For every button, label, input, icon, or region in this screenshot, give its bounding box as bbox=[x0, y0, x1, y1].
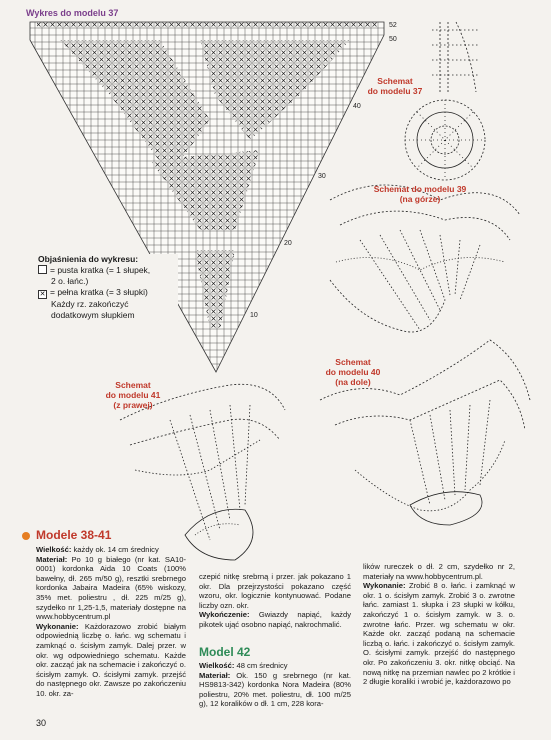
scheme-37-drawing bbox=[405, 22, 485, 180]
title-models-38-41: Modele 38-41 bbox=[36, 528, 112, 542]
column-1: Wielkość: każdy ok. 14 cm średnicy Materiał: Po 10 g białego (nr kat. SA10-0001) kordonka Aida 10 Coats (100% bawełny, dł. 265 m/50 g), resztki srebrnego kordonka Jabaira Madeira (65% wiskozy, 35% met. poliestru , dł. 225 m/25 g), szydełko nr 1,25-1,5, materiały dostępne na www.hobbycentrum.pl Wykonanie: Każdorazowo zrobić białym odpowiednią liczbę o. łańc. wg schematu i zamknąć o. ścisłym zamyk. Dalej przer. w okr. wg odpowiedniego schematu. Każde okr. zacząć jak na schemacie i zakończyć o. ścisłym zamyk. O. ścisłymi zamyk. przejść do następnego okr. Zawsze po zakończeniu 10. okr. za- bbox=[36, 545, 186, 698]
title-model-42: Model 42 bbox=[199, 645, 251, 659]
scheme-37-caption: Schemat do modelu 37 bbox=[367, 76, 423, 96]
row-label-50: 50 bbox=[389, 36, 397, 43]
full-cell-icon: ✕ bbox=[39, 291, 46, 298]
scheme-41-caption: Schemat do modelu 41 (z prawej) bbox=[105, 380, 161, 410]
column-2: czepić nitkę srebrną i przer. jak pokazano 1 okr. Dla przejrzystości pokazano część wzoru, okr. logicznie kontynuować. Podane liczby ozn. okr. Wykończenie: Gwiazdy napiąć, każdy pikotek ująć osobno napiąć, nakrochmalić. bbox=[199, 572, 351, 629]
chart-title: Wykres do modelu 37 bbox=[26, 8, 119, 18]
scheme-40-caption: Schemat do modelu 40 (na dole) bbox=[325, 357, 381, 387]
column-2-model-42: Wielkość: 48 cm średnicy Materiał: Ok. 150 g srebrnego (nr kat. HS9813-342) kordonka Nora Madeira (80% poliestru, 20% met. poliestru, dł. 100 m/25 g), 12 koralików o dł. 1 cm, 228 kora- bbox=[199, 661, 351, 709]
row-label-52: 52 bbox=[389, 22, 397, 29]
row-label-30: 30 bbox=[318, 173, 326, 180]
legend-note-1: Każdy rz. zakończyć bbox=[51, 299, 129, 309]
legend-empty-2: 2 o. łańc.) bbox=[51, 276, 89, 286]
legend-empty: = pusta kratka (= 1 słupek, bbox=[50, 265, 151, 275]
legend-title: Objaśnienia do wykresu: bbox=[38, 254, 139, 264]
row-label-10: 10 bbox=[250, 312, 258, 319]
scheme-39-caption: Schemat do modelu 39 (na górze) bbox=[373, 184, 467, 204]
legend-note-2: dodatkowym słupkiem bbox=[51, 310, 135, 320]
bullet-icon bbox=[22, 532, 30, 540]
column-3: lików rureczek o dł. 2 cm, szydełko nr 2, materiały na www.hobbycentrum.pl. Wykonanie: Zrobić 8 o. łańc. i zamknąć w okr. 1 o. ścisłym zamyk. Zrobić 3 o. zwrotne łańc. zamiast 1. słupka i 23 słupki w kółku, zakończyć 1 o. ścisłym zamyk. w 3. o. zwrotne łańc. Przer. wg schematu w okr. Każde okr. zacząć podaną na schemacie liczbą o. łańc. i zakończyć o. ścisłym zamyk. O. ścisłymi zamyk. przejść do następnego okr. Po zakończeniu 3. okr. nitkę obciąć. Na nową nitkę na przemian nawlec po 2 krótkie i 2 długie koraliki i wrobić je, każdorazowo po bbox=[363, 562, 515, 687]
page-number: 30 bbox=[36, 718, 47, 728]
scheme-39-drawing bbox=[330, 185, 520, 332]
scheme-41-drawing bbox=[120, 384, 285, 560]
legend-full: = pełna kratka (= 3 słupki) bbox=[50, 287, 148, 297]
row-label-40: 40 bbox=[353, 103, 361, 110]
row-label-20: 20 bbox=[284, 240, 292, 247]
